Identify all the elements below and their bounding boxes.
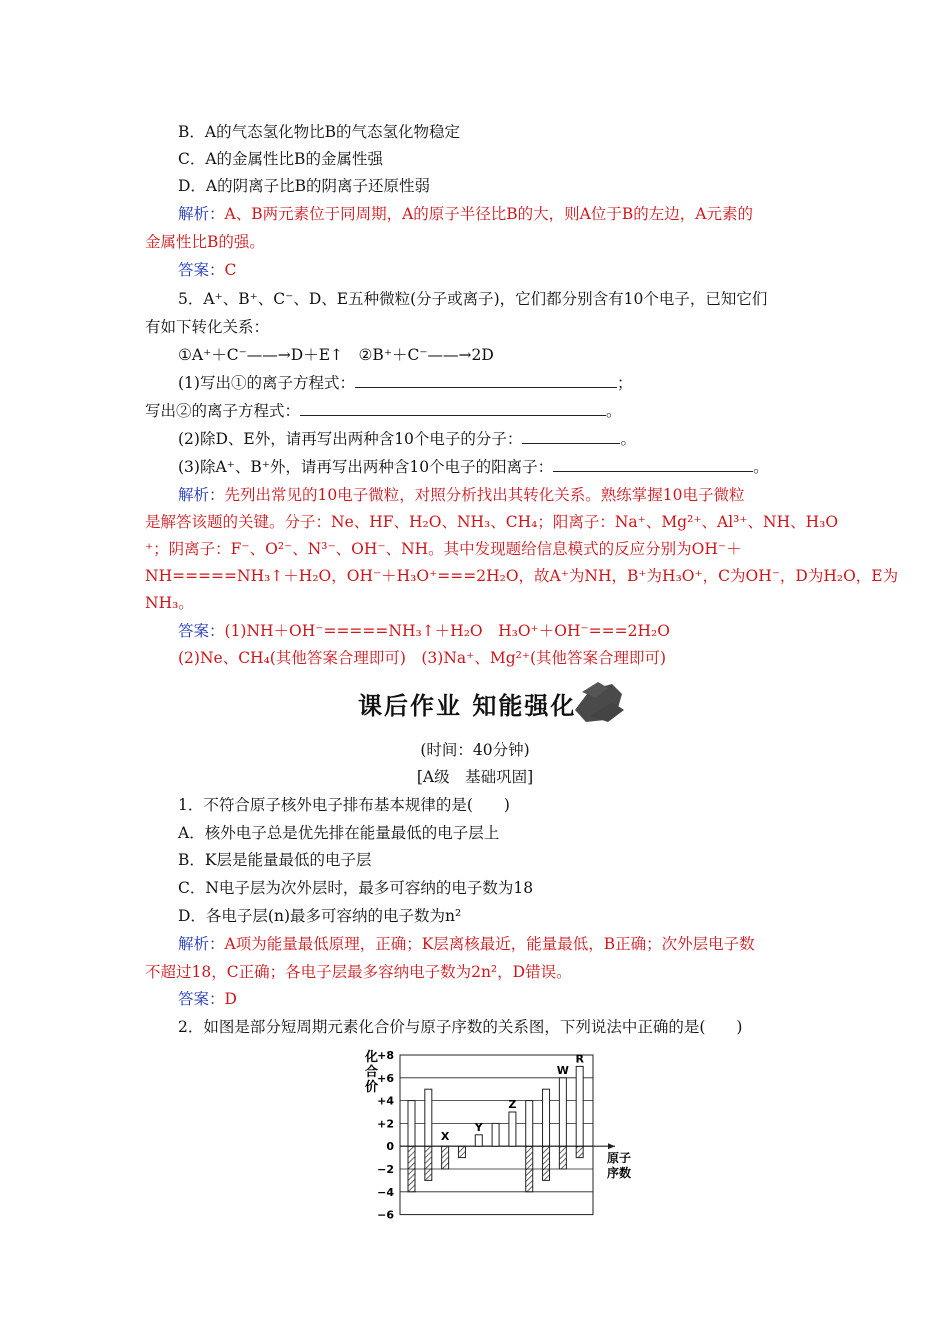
q5-part3	[178, 454, 848, 481]
q1-analysis-line	[178, 931, 848, 958]
q5-part2-text: (2)除D、E外，请再写出两种含10个电子的分子：	[178, 430, 523, 448]
answer-label: 答案：	[178, 622, 225, 640]
q5-part3-text: (3)除A⁺、B⁺外，请再写出两种含10个电子的阳离子：	[178, 458, 554, 476]
q1-option-a: A．核外电子总是优先排在能量最低的电子层上	[178, 824, 500, 842]
y-tick-label: +6	[377, 1071, 394, 1085]
q2-stem: 2．如图是部分短周期元素化合价与原子序数的关系图，下列说法中正确的是( )	[178, 1018, 743, 1036]
analysis-text: A、B两元素位于同周期，A的原子半径比B的大，则A位于B的左边，A元素的	[224, 205, 753, 223]
answer-text: (1)NH＋OH⁻=====NH₃↑＋H₂O H₃O⁺＋OH⁻===2H₂O	[224, 622, 670, 640]
bar-negative	[408, 1146, 415, 1192]
answer-blank[interactable]	[300, 399, 606, 416]
valence-chart	[345, 1045, 645, 1222]
q5-part1b-text: 写出②的离子方程式：	[145, 402, 301, 420]
analysis-label: 解析：	[178, 205, 225, 223]
punct: 。	[753, 458, 769, 476]
q1-option-d: D．各电子层(n)最多可容纳的电子数为n²	[178, 907, 462, 925]
answer-blank[interactable]	[355, 371, 617, 388]
q5-stem: 5．A⁺、B⁺、C⁻、D、E五种微粒(分子或离子)，它们都分别含有10个电子，已知它们	[178, 290, 768, 308]
q1-option-c: C．N电子层为次外层时，最多可容纳的电子数为18	[178, 879, 534, 897]
q5-analysis-line-4: NH=====NH₃↑＋H₂O，OH⁻＋H₃O⁺===2H₂O，故A⁺为NH，B⁺为H₃O⁺，C为OH⁻，D为H₂O，E为	[145, 567, 899, 585]
bar-positive	[475, 1135, 482, 1146]
analysis-label: 解析：	[178, 935, 225, 953]
q5-answer	[178, 618, 848, 645]
q1-stem: 1．不符合原子核外电子排布基本规律的是( )	[178, 796, 510, 814]
q5-analysis-line-5: NH₃。	[145, 594, 194, 612]
bar-negative	[425, 1146, 432, 1180]
q4-analysis-line-2: 金属性比B的强。	[145, 233, 265, 251]
q4-option-c: C．A的金属性比B的金属性强	[178, 150, 383, 168]
q4-analysis-line	[178, 201, 848, 228]
q1-analysis-line-2: 不超过18，C正确；各电子层最多容纳电子数为2n²，D错误。	[145, 963, 572, 981]
q5-analysis-line-3: ⁺；阴离子：F⁻、O²⁻、N³⁻、OH⁻、NH。其中发现题给信息模式的反应分别为OH⁻＋	[145, 540, 742, 558]
bar-negative	[559, 1146, 566, 1169]
q4-answer	[178, 257, 848, 284]
y-axis-label-char: 价	[365, 1080, 379, 1095]
bar-label: X	[440, 1130, 450, 1144]
q5-part2	[178, 426, 848, 453]
section-banner	[350, 680, 630, 726]
q5-part1a-text: (1)写出①的离子方程式：	[178, 374, 355, 392]
level-heading: [A级 基础巩固]	[416, 768, 534, 786]
y-tick-label: −4	[377, 1185, 394, 1199]
answer-text: C	[224, 261, 237, 279]
bar-negative	[458, 1146, 465, 1157]
bar-positive	[559, 1078, 566, 1146]
y-axis-label-char: 合	[365, 1065, 379, 1080]
q5-reactions: ①A⁺＋C⁻——→D＋E↑ ②B⁺＋C⁻——→2D	[178, 346, 494, 364]
x-axis-label: 序数	[607, 1166, 632, 1181]
q5-stem-2: 有如下转化关系：	[145, 318, 270, 336]
q5-analysis-line-2: 是解答该题的关键。分子：Ne、HF、H₂O、NH₃、CH₄；阳离子：Na⁺、Mg²⁺、Al³⁺、NH、H₃O	[145, 513, 839, 531]
y-tick-label: +8	[377, 1049, 394, 1062]
bar-positive	[576, 1066, 583, 1146]
bar-label: W	[556, 1063, 569, 1077]
time-limit: (时间：40分钟)	[420, 741, 530, 759]
analysis-text: A项为能量最低原理，正确；K层离核最近，能量最低，B正确；次外层电子数	[224, 935, 755, 953]
q4-option-b: B．A的气态氢化物比B的气态氢化物稳定	[178, 123, 460, 141]
answer-blank[interactable]	[553, 455, 753, 472]
answer-label: 答案：	[178, 261, 225, 279]
y-tick-label: +2	[377, 1117, 394, 1131]
bar-positive	[492, 1123, 499, 1146]
bar-negative	[442, 1146, 449, 1169]
analysis-text: 先列出常见的10电子微粒，对照分析找出其转化关系。熟练掌握10电子微粒	[224, 486, 745, 504]
bar-label: R	[575, 1052, 584, 1066]
bar-positive	[543, 1089, 550, 1146]
q5-part1a	[178, 370, 848, 397]
bar-positive	[425, 1089, 432, 1146]
bar-negative	[543, 1146, 550, 1180]
answer-text: D	[224, 990, 237, 1008]
bar-label: Y	[474, 1120, 483, 1134]
punct: 。	[606, 402, 622, 420]
bar-positive	[509, 1112, 516, 1146]
bar-positive	[526, 1101, 533, 1147]
x-axis-arrow-icon	[608, 1143, 615, 1149]
y-tick-label: −2	[377, 1163, 394, 1176]
q5-part1b	[145, 398, 815, 425]
bar-negative	[526, 1146, 533, 1192]
answer-label: 答案：	[178, 990, 225, 1008]
punct: 。	[620, 430, 636, 448]
y-tick-label: +4	[377, 1094, 394, 1108]
punct: ；	[616, 374, 633, 392]
bar-negative	[576, 1146, 583, 1157]
q5-analysis-line	[178, 482, 848, 509]
answer-blank[interactable]	[522, 427, 620, 444]
q4-option-d: D．A的阴离子比B的阴离子还原性弱	[178, 177, 431, 195]
analysis-label: 解析：	[178, 486, 225, 504]
x-axis-label: 原子	[607, 1151, 632, 1166]
q1-option-b: B．K层是能量最低的电子层	[178, 851, 372, 869]
y-tick-label: 0	[386, 1140, 394, 1154]
y-axis-label-char: 化	[365, 1050, 379, 1065]
q1-answer	[178, 986, 848, 1013]
q5-answer-2: (2)Ne、CH₄(其他答案合理即可) (3)Na⁺、Mg²⁺(其他答案合理即可)	[178, 649, 667, 667]
banner-title: 课后作业 知能强化	[358, 692, 577, 720]
y-tick-label: −6	[377, 1208, 394, 1222]
bar-positive	[408, 1101, 415, 1147]
bar-label: Z	[508, 1098, 517, 1111]
